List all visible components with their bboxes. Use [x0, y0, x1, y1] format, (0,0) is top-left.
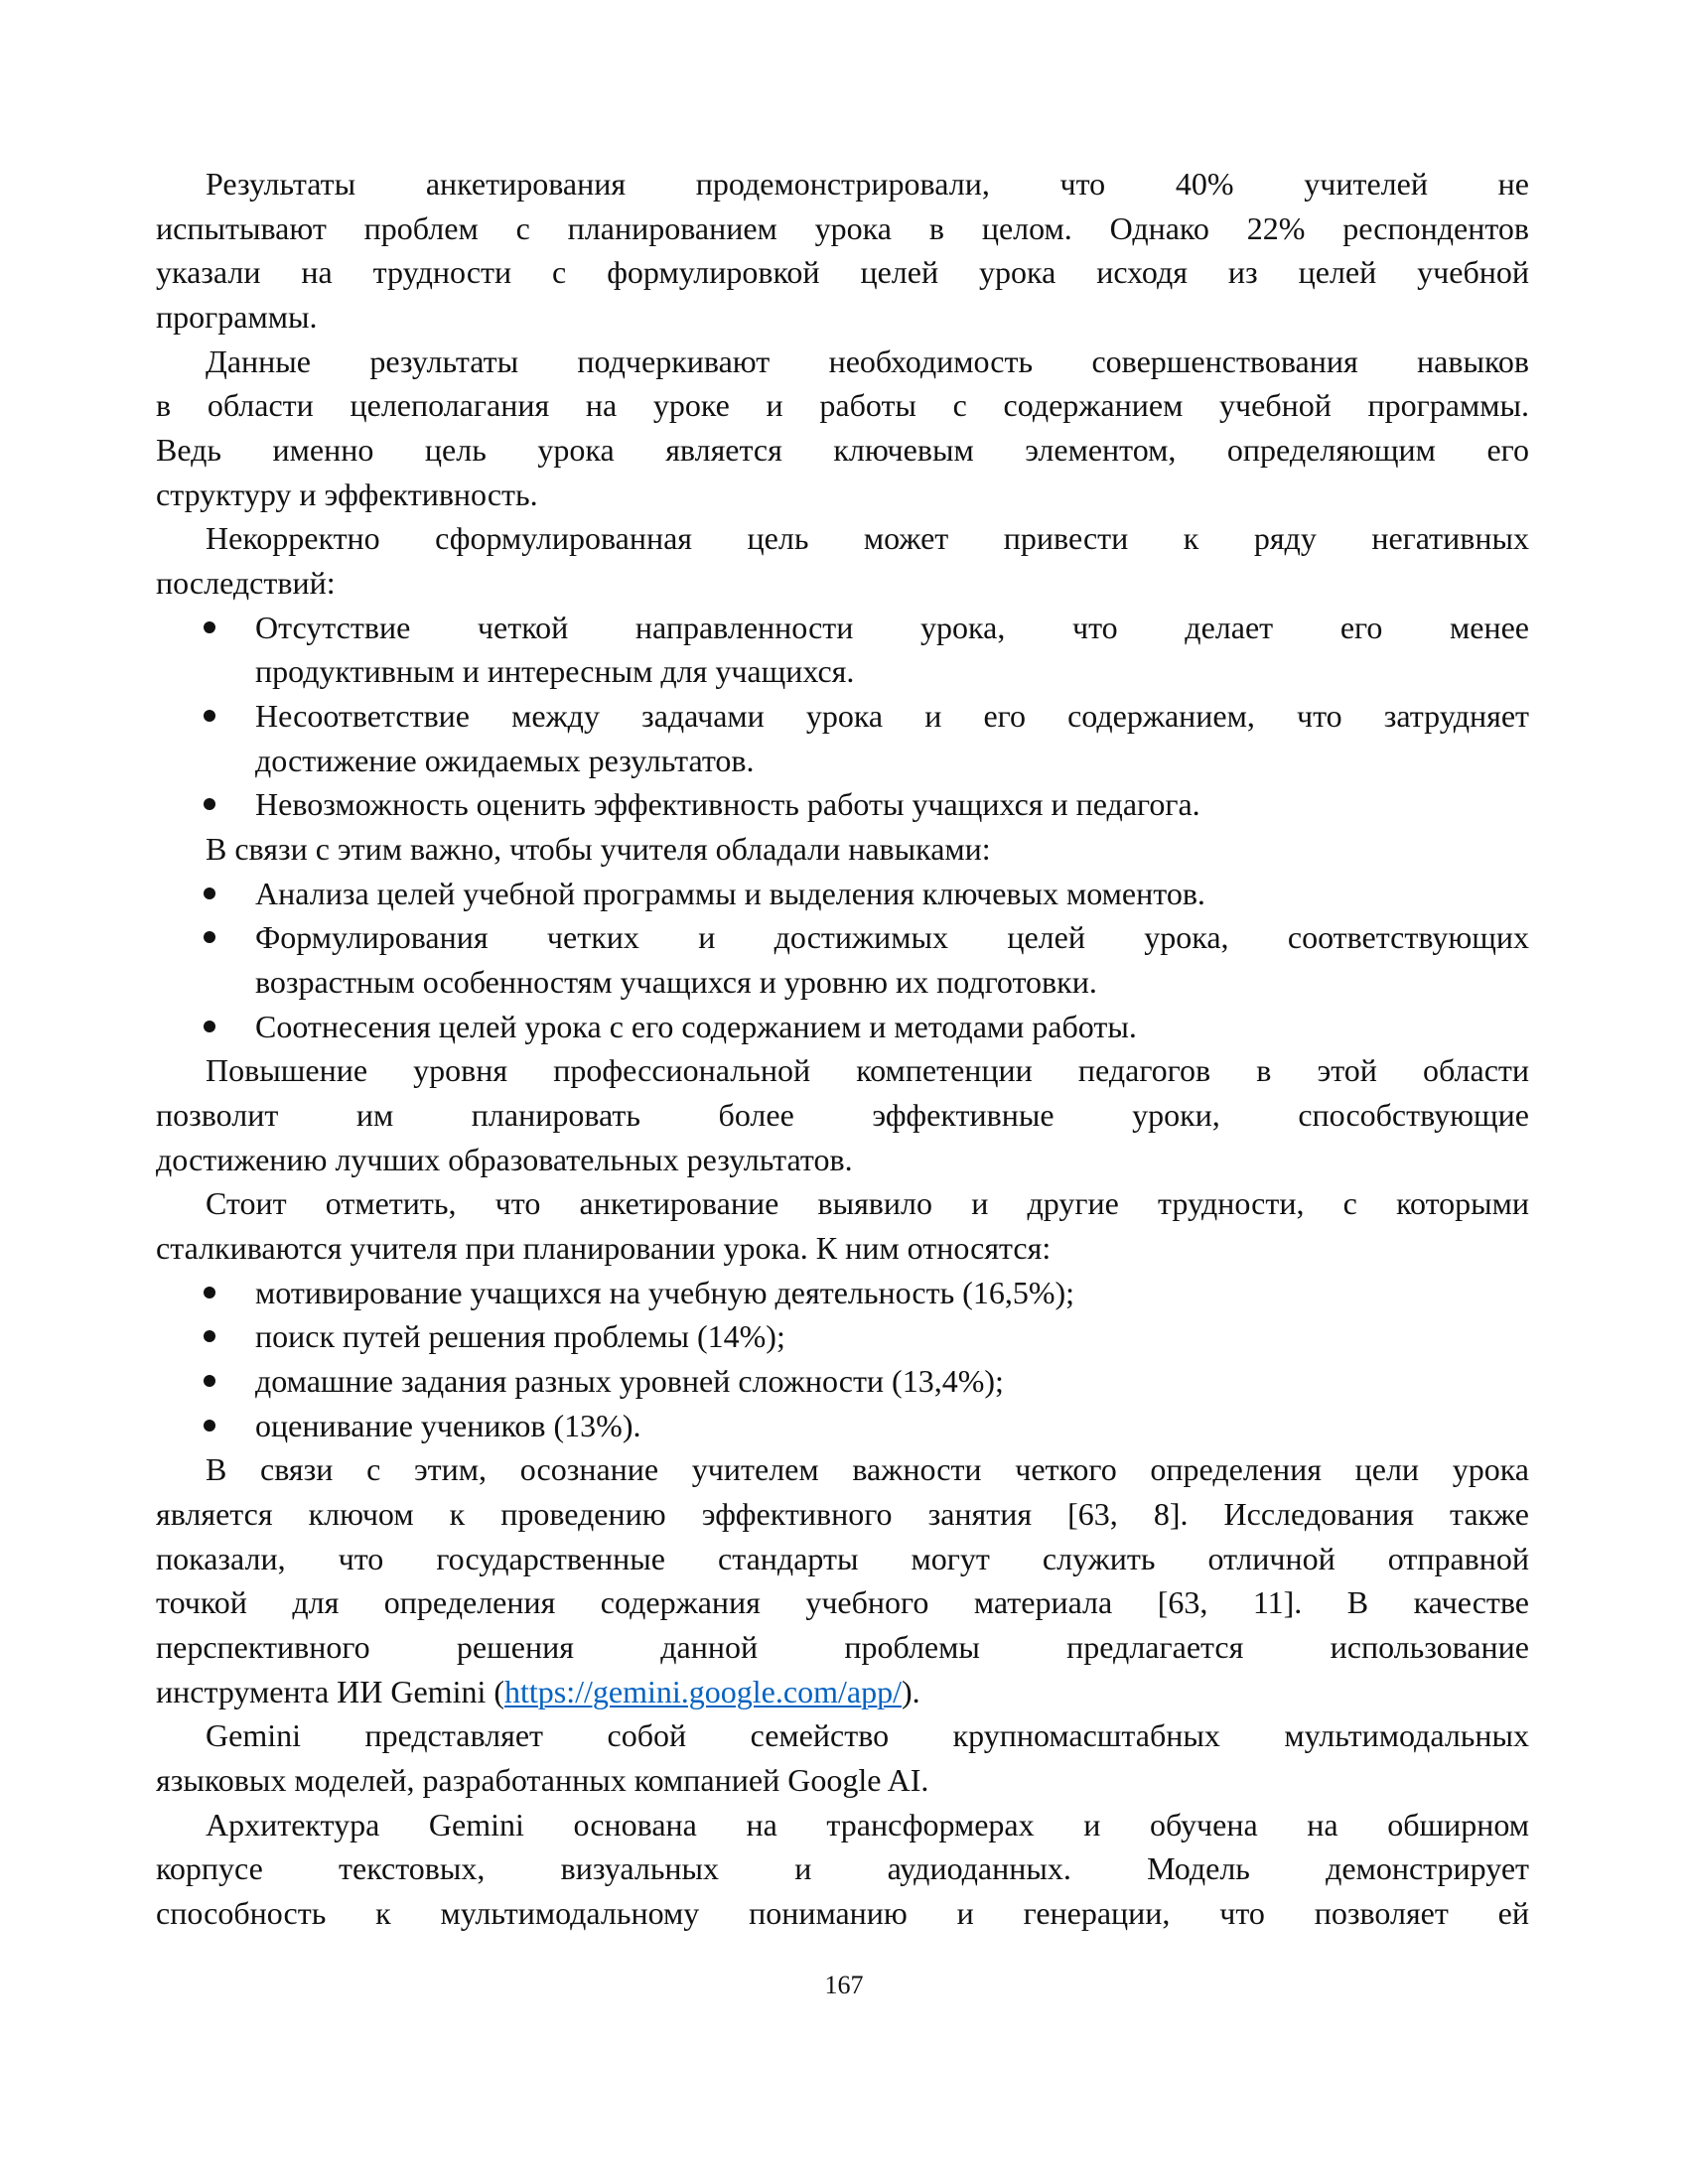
- paragraph-line: достижению лучших образовательных результатов.: [156, 1142, 853, 1177]
- bullet-icon: [204, 931, 215, 943]
- bullet-icon: [204, 798, 215, 810]
- paragraph-line: позволит им планировать более эффективные уроки, способствующие: [156, 1097, 1529, 1133]
- text: ).: [901, 1674, 920, 1709]
- paragraph-line: точкой для определения содержания учебного материала [63, 11]. В качестве: [156, 1584, 1529, 1620]
- paragraph-line: является ключом к проведению эффективного занятия [63, 8]. Исследования также: [156, 1496, 1529, 1532]
- paragraph-line: программы.: [156, 299, 318, 335]
- list-item: домашние задания разных уровней сложности (13,4%);: [255, 1363, 1004, 1399]
- bullet-icon: [204, 1375, 215, 1387]
- paragraph-line: способность к мультимодальному пониманию и генерации, что позволяет ей: [156, 1895, 1529, 1931]
- paragraph-line: указали на трудности с формулировкой целей урока исходя из целей учебной: [156, 254, 1529, 290]
- paragraph-line: перспективного решения данной проблемы предлагается использование: [156, 1629, 1529, 1665]
- paragraph-line: Архитектура Gemini основана на трансформерах и обучена на обширном: [206, 1807, 1529, 1843]
- paragraph-line: Данные результаты подчеркивают необходимость совершенствования навыков: [206, 343, 1529, 379]
- list-item: Формулирования четких и достижимых целей урока, соответствующих: [255, 919, 1529, 955]
- bullet-icon: [204, 1287, 215, 1298]
- list-item: оценивание учеников (13%).: [255, 1408, 641, 1443]
- list-item-continuation: возрастным особенностям учащихся и уровню их подготовки.: [255, 964, 1097, 1000]
- paragraph-line: Результаты анкетирования продемонстрировали, что 40% учителей не: [206, 166, 1529, 202]
- bullet-icon: [204, 621, 215, 633]
- list-item: поиск путей решения проблемы (14%);: [255, 1318, 785, 1354]
- bullet-icon: [204, 1420, 215, 1432]
- list-item: мотивирование учащихся на учебную деятельность (16,5%);: [255, 1275, 1075, 1310]
- gemini-link[interactable]: https://gemini.google.com/app/: [504, 1674, 902, 1709]
- paragraph-line: сталкиваются учителя при планировании урока. К ним относятся:: [156, 1230, 1052, 1266]
- paragraph-line: Некорректно сформулированная цель может привести к ряду негативных: [206, 520, 1529, 556]
- bullet-icon: [204, 710, 215, 722]
- paragraph-line: В связи с этим важно, чтобы учителя обладали навыками:: [206, 831, 991, 867]
- list-item-continuation: продуктивным и интересным для учащихся.: [255, 653, 855, 689]
- paragraph-line: последствий:: [156, 565, 336, 601]
- list-item-continuation: достижение ожидаемых результатов.: [255, 743, 755, 778]
- text: инструмента ИИ Gemini (: [156, 1674, 504, 1709]
- paragraph-line: языковых моделей, разработанных компанией Google AI.: [156, 1762, 929, 1798]
- paragraph-line: корпусе текстовых, визуальных и аудиоданных. Модель демонстрирует: [156, 1850, 1529, 1886]
- bullet-icon: [204, 1021, 215, 1032]
- paragraph-line: Gemini представляет собой семейство крупномасштабных мультимодальных: [206, 1717, 1529, 1753]
- list-item: Несоответствие между задачами урока и его содержанием, что затрудняет: [255, 698, 1529, 734]
- paragraph-line: В связи с этим, осознание учителем важности четкого определения цели урока: [206, 1451, 1529, 1487]
- paragraph-line: Повышение уровня профессиональной компетенции педагогов в этой области: [206, 1052, 1529, 1088]
- list-item: Анализа целей учебной программы и выделения ключевых моментов.: [255, 876, 1205, 911]
- bullet-icon: [204, 887, 215, 899]
- page-number: 167: [824, 1971, 864, 1999]
- paragraph-line: показали, что государственные стандарты могут служить отличной отправной: [156, 1541, 1529, 1576]
- paragraph-line: испытывают проблем с планированием урока в целом. Однако 22% респондентов: [156, 210, 1529, 246]
- paragraph-line: Ведь именно цель урока является ключевым элементом, определяющим его: [156, 432, 1529, 468]
- paragraph-line: Стоит отметить, что анкетирование выявило и другие трудности, с которыми: [206, 1185, 1529, 1221]
- list-item: Невозможность оценить эффективность работы учащихся и педагога.: [255, 786, 1200, 822]
- paragraph-line: [156, 1670, 1529, 1713]
- list-item: Соотнесения целей урока с его содержанием и методами работы.: [255, 1009, 1137, 1044]
- paragraph-line: структуру и эффективность.: [156, 477, 538, 512]
- bullet-icon: [204, 1330, 215, 1342]
- paragraph-line: в области целеполагания на уроке и работы с содержанием учебной программы.: [156, 387, 1529, 423]
- list-item: Отсутствие четкой направленности урока, что делает его менее: [255, 610, 1529, 645]
